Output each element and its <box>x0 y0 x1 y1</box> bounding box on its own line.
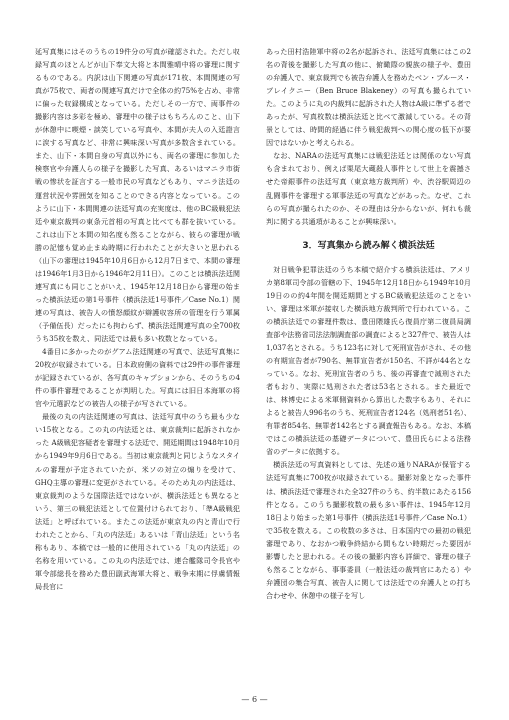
left-text-column <box>35 45 240 593</box>
body-paragraph: 最後の丸の内法廷関連の写真は、法廷写真中のうち最も少ない15枚となる。この丸の内法廷とは、東京裁判に起訴されなかった A級戦犯容疑者を審理する法廷で、開廷期間は1948年10月から1949年9月6日である。当初は東京裁判と同じようなスタイルの審理が予定されていたが、米ソの対立の煽りを受けて、GHQ主導の審理に変更がされている。そのため丸の内法廷は、東京裁判のような国際法廷ではないが、横浜法廷とも異なるという、第三の戦犯法廷として位置付けられており、「準A級戦犯法廷」と呼ばれている。またこの法廷が東京丸の内と青山で行われたことから、「丸の内法廷」あるいは「青山法廷」という名称もあり、本稿では一般的に使用されている「丸の内法廷」の名称を用いている。この丸の内法廷では、連合艦隊司令長官や軍令部総長を務めた豊田副武海軍大将と、戦争末期に俘虜情報局長官に <box>35 412 240 591</box>
body-paragraph: 延写真集にはそのうちの19件分の写真が確認された。ただし収録写真のほとんどが山下奉文大将と本間雅晴中将の審理に関するものである。内訳は山下関連の写真が171枚、本間関連の写真が75枚で、両者の関連写真だけで全体の約75%を占め、非常に偏った収録構成となっている。ただしその一方で、両事件の撮影内容は多彩を極め、審理中の様子はもちろんのこと、山下が休憩中に喫煙・談笑している写真や、本間が夫人の入廷證言に涙する写真など、非常に興味深い写真が多数含まれている。また、山下・本間自身の写真以外にも、両名の審理に参加した検察官や弁護人らの様子を撮影した写真、あるいはマニラ市街戦の惨状を証言する一般市民の写真などもあり、マニラ法廷の運営状況や雰囲気を知ることのできる内容となっている。このように山下・本間関連の法廷写真の充実度は、他のBC級戦犯法廷や東京裁判の東条元首相の写真と比べても群を抜いている。これは山下と本間の知名度も然ることながら、彼らの審理が戦勝の記憶も覚め止まぬ時期に行われたことが大きいと思われる（山下の審理は1945年10月6日から12月7日まで、本間の審理は1946年1月3日から1946年2月11日）。このことは横浜法廷関連写真にも同じことがいえ、1945年12月18日から審理の始まった横浜法廷の第1号事件（横浜法廷1号事件／Case No.1）関連の写真は、被告人の憤怒顔紋が辯護収容所の管理を行う軍属（予備伍長）だったにも拘わらず、横浜法廷関連写真の全700枚うち35枚を数え、同法廷では最も多い枚数となっている。 <box>35 47 240 344</box>
body-paragraph: 横浜法廷の写真資料としては、先述の通りNARAが保管する法廷写真集に700枚が収録されている。撮影対象となった事件は、横浜法廷で審理された全327件のうち、約半数にあたる156件となる。このうち撮影枚数の最も多い事件は、1945年12月18日より始まった第1号事件（横浜法廷1号事件／Case No.1）で35枚を数える。この枚数の多さは、日本国内での最初の戦犯審理であり、なおかつ戦争終結から間もない時期だった要因が影響したと思われる。その後の撮影内容も詳細で、審理の様子も然ることながら、事事委員（一般法廷の裁判官にあたる）や弁護団の集合写真、被告人に関しては法廷での弁護人との打ち合わせや、休憩中の様子を写し <box>266 460 471 600</box>
body-paragraph: あった田村浩陸軍中将の2名が起訴され、法廷写真集にはこの2名の背後を撮影した写真の他に、俯瞰際の親族の様子や、豊田の弁護人で、東京裁判でも被告弁護人を務めたベン・ブルース・ブレイクニー（Ben Bruce Blakeney）の写真も撮られていた。このように丸の内裁判に起訴された人物はA級に準ずる者であったが、写真枚数は横浜法廷と比べて激減している。その背景としては、時間的経過に伴う戦犯裁判への関心度の低下が要因ではないかと考えられる。 <box>266 47 471 148</box>
right-text-column <box>266 45 471 602</box>
body-paragraph: 対日戦争犯罪法廷のうち本稿で紹介する横浜法廷は、アメリカ第8軍司令部の管轄の下、1945年12月18日から1949年10月19日のの約4年間を開廷期間とするBC級戦犯法廷のことをいい、審理は米軍が接収した横浜地方裁判所で行われている。この横浜法廷での審理件数は、豊田隈雄氏ら復員庁第二復員局調査部や法務省司法法制調査部の調査によると327件で、被告人は1,037名とされる。うち123名に対して死刑宣告がされ、その他の有期宣告者が790名、無罪宣告者が150名、不詳が44名となっている。なお、死刑宣告者のうち、後の再審査で減刑された者もおり、実際に処刑された者は53名とされる。また最近では、林博史による米軍側資料から算出した数字もあり、それによると被告人996名のうち、死刑宣告者124名（処刑者51名）、有罪者854名、無罪者142名とする調査報告もある。なお、本稿ではこの横浜法廷の基礎データについて、豊田氏らによる法務省のデータに依拠する。 <box>266 264 471 457</box>
section-heading: 3．写真集から読み解く横浜法廷 <box>302 240 435 251</box>
body-paragraph: なお、NARAの法廷写真集には戦犯法廷とは関係のない写真も含まれており、例えば栗尾大蔵殺人事件として世上を震撼させた帝銀事件の法廷写真（東京地方裁判所）や、渋谷駅周辺の乱闘事件を審理する軍事法廷の写真などがあった。なぜ、これらの写真が撮られたのか、その理由は分からないが、何れも裁判に関する共通項があることが興味深い。 <box>266 151 471 226</box>
body-paragraph: 4番目に多かったのがグアム法廷関連の写真で、法廷写真集に20枚が収録されている。日本政府側の資料では29件の事件審理が記録されているが、各写真のキャプションから、そのうちの4件の事件審理であることが判明した。写真には旧日本海軍の将官や元選訳などの被告人の様子が写されている。 <box>35 347 240 409</box>
page-number: — 6 — <box>241 695 268 704</box>
